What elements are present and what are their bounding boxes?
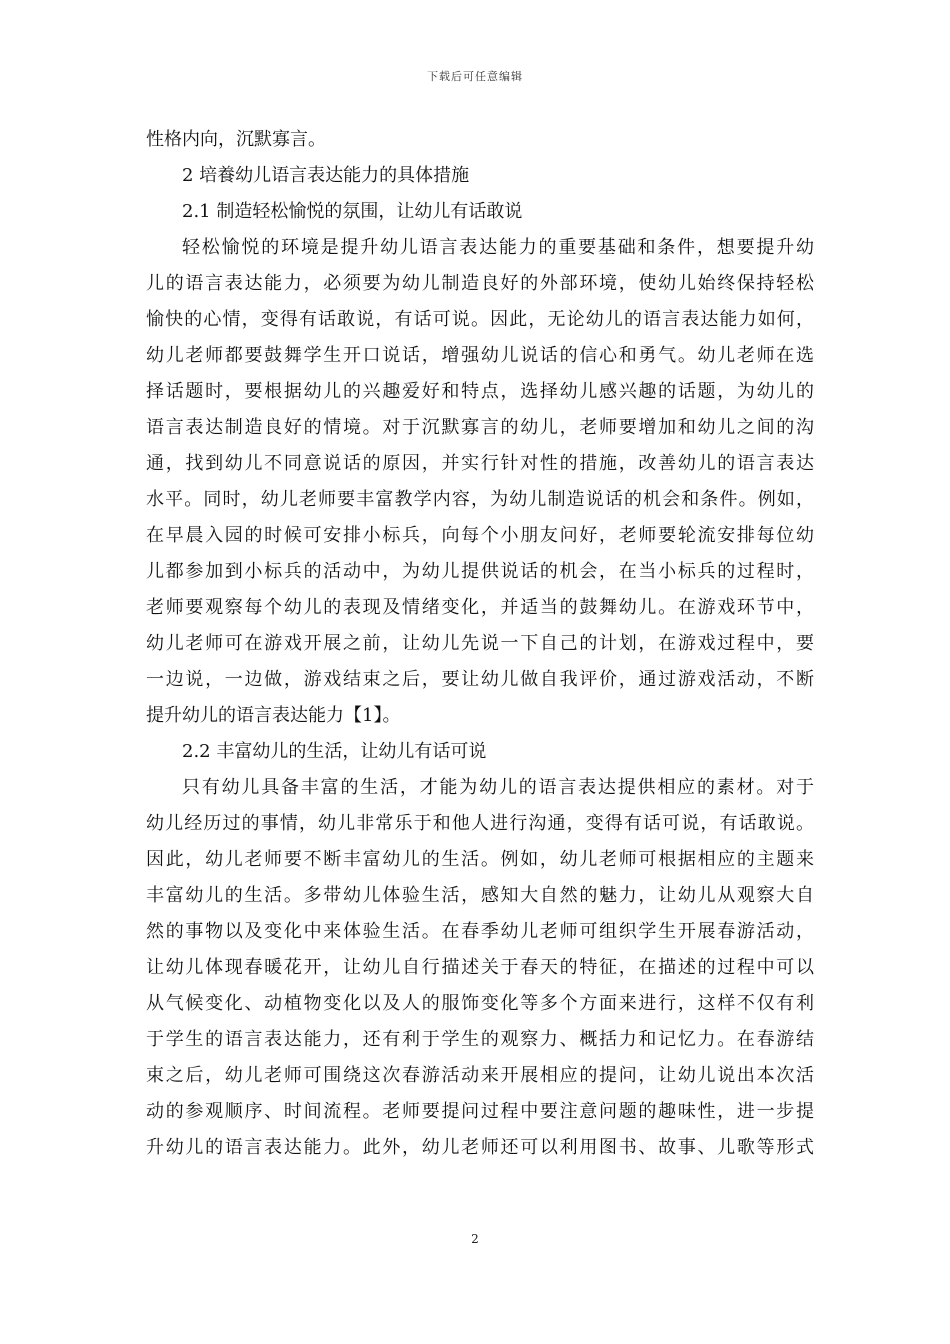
page-header: 下载后可任意编辑	[427, 70, 523, 83]
text-line: 于学生的语言表达能力，还有利于学生的观察力、概括力和记忆力。在春游结	[146, 1029, 814, 1050]
text-line: 在早晨入园的时候可安排小标兵，向每个小朋友问好，老师要轮流安排每位幼	[146, 525, 814, 546]
page-number: 2	[471, 1232, 479, 1246]
text-line: 轻松愉悦的环境是提升幼儿语言表达能力的重要基础和条件，想要提升幼	[182, 237, 814, 258]
text-line: 升幼儿的语言表达能力。此外，幼儿老师还可以利用图书、故事、儿歌等形式	[146, 1137, 814, 1158]
text-line: 丰富幼儿的生活。多带幼儿体验生活，感知大自然的魅力，让幼儿从观察大自	[146, 885, 814, 906]
text-line: 2 培養幼儿语言表达能力的具体措施	[182, 165, 470, 186]
text-line: 一边说，一边做，游戏结束之后，要让幼儿做自我评价，通过游戏活动，不断	[146, 669, 814, 690]
text-line: 幼儿经历过的事情，幼儿非常乐于和他人进行沟通，变得有话可说，有话敢说。	[146, 813, 814, 834]
text-line: 通，找到幼儿不同意说话的原因，并实行针对性的措施，改善幼儿的语言表达	[146, 453, 814, 474]
document-body	[146, 122, 814, 1166]
text-line: 儿的语言表达能力，必须要为幼儿制造良好的外部环境，使幼儿始终保持轻松	[146, 273, 814, 294]
text-line: 幼儿老师可在游戏开展之前，让幼儿先说一下自己的计划，在游戏过程中，要	[146, 633, 814, 654]
text-line: 2.2 丰富幼儿的生活，让幼儿有话可说	[182, 741, 487, 762]
text-line: 束之后，幼儿老师可围绕这次春游活动来开展相应的提问，让幼儿说出本次活	[146, 1065, 814, 1086]
text-line: 动的参观顺序、时间流程。老师要提问过程中要注意问题的趣味性，进一步提	[146, 1101, 814, 1122]
text-line: 老师要观察每个幼儿的表现及情绪变化，并适当的鼓舞幼儿。在游戏环节中，	[146, 597, 814, 618]
text-line: 然的事物以及变化中来体验生活。在春季幼儿老师可组织学生开展春游活动，	[146, 921, 814, 942]
text-line: 2.1 制造轻松愉悦的氛围，让幼儿有话敢说	[182, 201, 523, 222]
text-line: 让幼儿体现春暖花开，让幼儿自行描述关于春天的特征，在描述的过程中可以	[146, 957, 814, 978]
text-line: 择话题时，要根据幼儿的兴趣爱好和特点，选择幼儿感兴趣的话题，为幼儿的	[146, 381, 814, 402]
text-line: 儿都参加到小标兵的活动中，为幼儿提供说话的机会，在当小标兵的过程时，	[146, 561, 814, 582]
text-line: 水平。同时，幼儿老师要丰富教学内容，为幼儿制造说话的机会和条件。例如，	[146, 489, 814, 510]
text-line: 只有幼儿具备丰富的生活，才能为幼儿的语言表达提供相应的素材。对于	[182, 777, 814, 798]
text-line: 幼儿老师都要鼓舞学生开口说话，增强幼儿说话的信心和勇气。幼儿老师在选	[146, 345, 814, 366]
text-line: 愉快的心情，变得有话敢说，有话可说。因此，无论幼儿的语言表达能力如何，	[146, 309, 814, 330]
text-line: 因此，幼儿老师要不断丰富幼儿的生活。例如，幼儿老师可根据相应的主题来	[146, 849, 814, 870]
text-line: 语言表达制造良好的情境。对于沉默寡言的幼儿，老师要增加和幼儿之间的沟	[146, 417, 814, 438]
text-line: 性格内向，沉默寡言。	[146, 129, 326, 150]
text-line: 提升幼儿的语言表达能力【1】。	[146, 705, 401, 726]
text-line: 从气候变化、动植物变化以及人的服饰变化等多个方面来进行，这样不仅有利	[146, 993, 814, 1014]
